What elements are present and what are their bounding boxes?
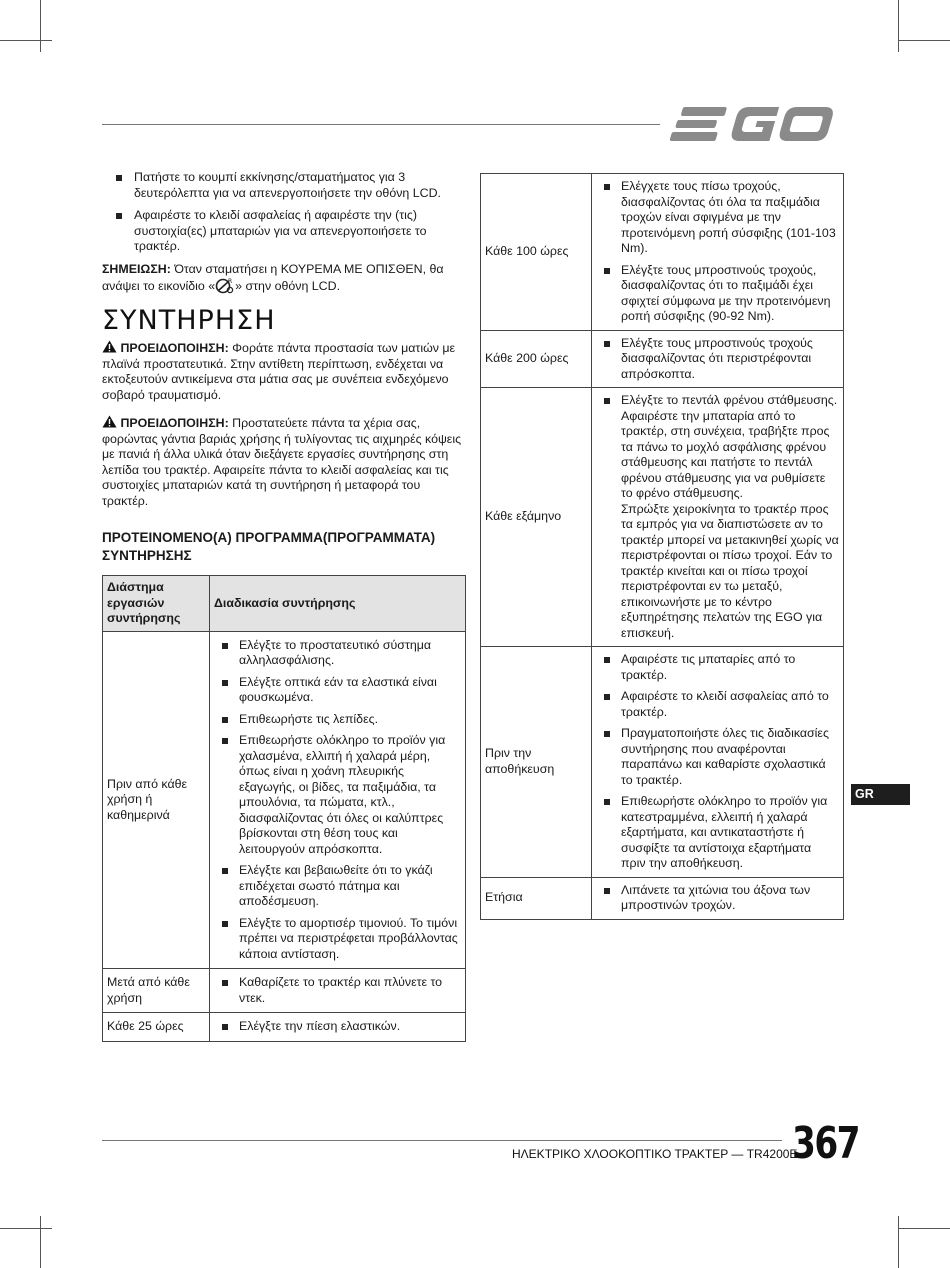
list-item: Ελέγξτε τους μπροστινούς τροχούς διασφαλίζοντας ότι περιστρέφονται απρόσκοπτα. — [596, 336, 839, 383]
header-interval: Διάστημα εργασιών συντήρησης — [103, 576, 210, 632]
list-item: Αφαιρέστε το κλειδί ασφαλείας από το τρακτέρ. — [596, 689, 839, 720]
warning-triangle-icon — [102, 340, 117, 353]
maintenance-table — [102, 575, 466, 1042]
list-item: Επιθεωρήστε ολόκληρο το προϊόν για κατεστραμμένα, ελλειπή ή χαλαρά εξαρτήματα, και αντικαταστήστε ή συσφίξτε τα αντίστοιχα εξαρτήματα πριν την αποθήκευση. — [596, 794, 839, 872]
note-text: Όταν σταματήσει η ΚΟΥΡΕΜΑ ΜΕ ΟΠΙΣΘΕΝ, θα ανάψει το εικονίδιο « — [102, 261, 444, 293]
crop-mark — [0, 40, 52, 41]
procedure-cell — [592, 388, 844, 647]
header-procedure: Διαδικασία συντήρησης — [210, 576, 466, 632]
list-item: Ελέγξτε και βεβαιωθείτε ότι το γκάζι επιδέχεται σωστό πάτημα και αποδέσμευση. — [214, 863, 461, 910]
list-item: Πατήστε το κουμπί εκκίνησης/σταματήματος για 3 δευτερόλεπτα για να απενεργοποιήσετε την οθόνη LCD. — [102, 170, 466, 201]
right-column — [480, 173, 844, 920]
procedure-continuation: Σπρώξτε χειροκίνητα το τρακτέρ προς τα εμπρός για να διαπιστώσετε αν το τρακτέρ μπορεί να μετακινηθεί χωρίς να περιστρέφονται οι πίσω τροχοί. Εάν το τρακτέρ κινείται και οι πίσω τροχοί περιστρέφονται εν τω μεταξύ, επικοινωνήστε με το κέντρο εξυπηρέτησης πελατών της EGO για επισκευή. — [621, 501, 839, 640]
table-row — [103, 969, 466, 1013]
warning-triangle-icon — [102, 415, 117, 428]
procedure-cell — [210, 969, 466, 1013]
table-row — [481, 877, 844, 919]
ego-logo-graphic — [670, 104, 845, 144]
warning-text: Προστατεύετε πάντα τα χέρια σας, φορώντας γάντια βαριάς χρήσης ή τυλίγοντας τις αιχμηρές κόψεις με πανιά ή άλλα υλικά όταν διεξάγετε εργασίες συντήρησης στη λεπίδα του τρακτέρ. Αφαιρείτε πάντα το κλειδί ασφαλείας και τις συστοιχίες μπαταριών κατά τη συντήρηση ή μεταφορά του τρακτέρ. — [102, 416, 462, 508]
procedure-cell — [210, 1013, 466, 1042]
stop-steps-list — [102, 170, 466, 255]
table-row — [481, 388, 844, 647]
table-row — [481, 174, 844, 331]
left-column — [102, 170, 466, 1042]
list-item: Επιθεωρήστε τις λεπίδες. — [214, 712, 461, 728]
crop-mark — [40, 0, 41, 52]
interval-cell: Κάθε 100 ώρες — [481, 174, 592, 331]
crop-mark — [898, 1228, 950, 1229]
list-item: Αφαιρέστε το κλειδί ασφαλείας ή αφαιρέστε την (τις) συστοιχία(ες) μπαταριών για να απενεργοποιήσετε το τρακτέρ. — [102, 208, 466, 255]
list-item: Ελέγξτε την πίεση ελαστικών. — [214, 1019, 461, 1035]
note-label: ΣΗΜΕΙΩΣΗ: — [102, 261, 171, 276]
footer-text: ΗΛΕΚΤΡΙΚΟ ΧΛΟΟΚΟΠΤΙΚΟ ΤΡΑΚΤΕΡ — TR4200E — [512, 1147, 798, 1161]
table-row — [103, 1013, 466, 1042]
interval-cell: Μετά από κάθε χρήση — [103, 969, 210, 1013]
header-rule — [102, 124, 660, 125]
page-number: 367 — [792, 1118, 859, 1169]
table-row — [481, 647, 844, 878]
table-row — [103, 631, 466, 969]
list-item: Ελέγξτε τους μπροστινούς τροχούς, διασφαλίζοντας ότι το παξιμάδι έχει σφιχτεί σύμφωνα με την προτεινόμενη ροπή σύσφιξης (90-92 Nm). — [596, 263, 839, 325]
warning-label: ΠΡΟΕΙΔΟΠΟΙΗΣΗ: — [120, 341, 229, 355]
list-item: Ελέγχετε τους πίσω τροχούς, διασφαλίζοντας ότι όλα τα παξιμάδια τροχών είναι σφιγμένα με την προτεινόμενη ροπή σύσφιξης (101-103 Nm). — [596, 179, 839, 257]
interval-cell: Ετήσια — [481, 877, 592, 919]
note — [102, 262, 466, 295]
interval-cell: Κάθε 25 ώρες — [103, 1013, 210, 1042]
list-item: Ελέγξτε το αμορτισέρ τιμονιού. Το τιμόνι πρέπει να περιστρέφεται προβάλλοντας κάποια αντίσταση. — [214, 916, 461, 963]
crop-mark — [898, 40, 950, 41]
table-row — [481, 330, 844, 388]
footer-rule — [102, 1140, 782, 1141]
schedule-title: ΠΡΟΤΕΙΝΟΜΕΝΟ(Α) ΠΡΟΓΡΑΜΜΑ(ΠΡΟΓΡΑΜΜΑΤΑ) ΣΥΝΤΗΡΗΣΗΣ — [102, 530, 436, 563]
list-item: Αφαιρέστε τις μπαταρίες από το τρακτέρ. — [596, 652, 839, 683]
procedure-cell — [592, 877, 844, 919]
language-tab: GR — [851, 784, 910, 805]
crop-mark — [40, 1216, 41, 1268]
interval-cell: Κάθε εξάμηνο — [481, 388, 592, 647]
reverse-mow-icon — [215, 277, 235, 294]
list-item: Λιπάνετε τα χιτώνια του άξονα των μπροστινών τροχών. — [596, 883, 839, 914]
interval-cell: Κάθε 200 ώρες — [481, 330, 592, 388]
interval-cell: Πριν την αποθήκευση — [481, 647, 592, 878]
procedure-cell — [210, 631, 466, 969]
warning-hand-protection — [102, 415, 466, 509]
list-item: Ελέγξτε οπτικά εάν τα ελαστικά είναι φουσκωμένα. — [214, 675, 461, 706]
section-title: ΣΥΝΤΗΡΗΣΗ — [102, 304, 276, 336]
crop-mark — [898, 1216, 899, 1268]
crop-mark — [0, 1228, 52, 1229]
ego-logo — [670, 104, 845, 144]
table-header-row — [103, 576, 466, 632]
procedure-cell — [592, 330, 844, 388]
warning-text: Φοράτε πάντα προστασία των ματιών με πλαϊνά προστατευτικά. Στην αντίθετη περίπτωση, ενδέχεται να εκτοξευτούν αντικείμενα στα μάτια σας με συνέπεια ενδεχόμενο σοβαρό τραυματισμό. — [102, 341, 456, 402]
crop-mark — [898, 0, 899, 52]
list-item: Καθαρίζετε το τρακτέρ και πλύνετε το ντεκ. — [214, 975, 461, 1006]
list-item: Επιθεωρήστε ολόκληρο το προϊόν για χαλασμένα, ελλιπή ή χαλαρά μέρη, όπως είναι η χοάνη πλευρικής εξαγωγής, οι βίδες, τα παξιμάδια, τα μπουλόνια, τα πώματα, κτλ., διασφαλίζοντας ότι όλες οι καλύπτρες βρίσκονται στη θέση τους και λειτουργούν απρόσκοπτα. — [214, 733, 461, 857]
interval-cell: Πριν από κάθε χρήση ή καθημερινά — [103, 631, 210, 969]
maintenance-table-continued — [480, 173, 844, 920]
note-text-end: » στην οθόνη LCD. — [235, 279, 341, 293]
warning-eye-protection — [102, 340, 466, 403]
list-item: Ελέγξτε το πεντάλ φρένου στάθμευσης. Αφαιρέστε την μπαταρία από το τρακτέρ, στη συνέχεια, τραβήξτε προς τα πάνω το μοχλό ασφάλισης φρένου στάθμευσης και πατήστε το πεντάλ φρένου στάθμευσης για να ρυθμίσετε το φρένο στάθμευσης. — [596, 393, 839, 502]
svg-text:R: R — [228, 278, 233, 285]
list-item: Ελέγξτε το προστατευτικό σύστημα αλληλασφάλισης. — [214, 638, 461, 669]
warning-label: ΠΡΟΕΙΔΟΠΟΙΗΣΗ: — [120, 416, 229, 430]
list-item: Πραγματοποιήστε όλες τις διαδικασίες συντήρησης που αναφέρονται παραπάνω και καθαρίστε σχολαστικά το τρακτέρ. — [596, 726, 839, 788]
procedure-cell — [592, 647, 844, 878]
procedure-cell — [592, 174, 844, 331]
